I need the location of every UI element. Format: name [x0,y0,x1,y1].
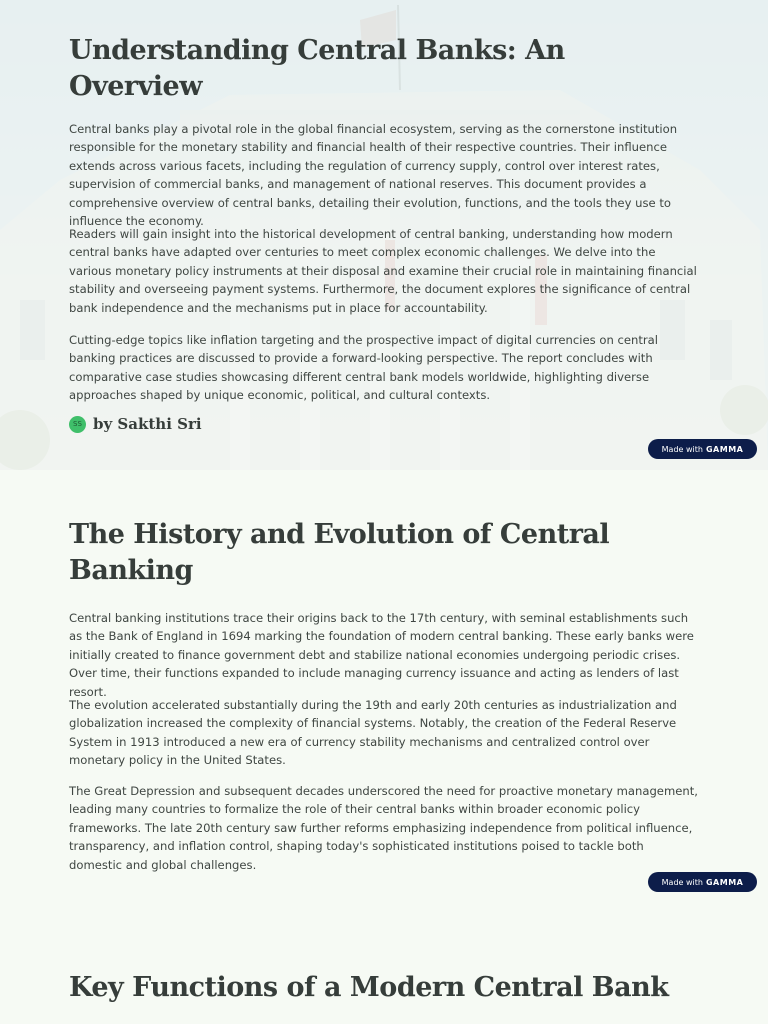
gamma-logo: GAMMA [705,877,744,887]
history-paragraph-1: Central banking institutions trace their origins back to the 17th century, with seminal establishments such as the Bank of England in 1694 marking the foundation of modern central banking. These early banks were initially created to finance government debt and stabilize national economies undergoing periodic crises. Over time, their functions expanded to include managing currency issuance and acting as lenders of last resort. [69,611,694,699]
functions-title: Key Functions of a Modern Central Bank [69,972,669,1003]
author-name: by Sakthi Sri [93,415,202,433]
badge-prefix: Made with [661,877,703,887]
avatar: SS [69,416,86,433]
intro-paragraph-2: Readers will gain insight into the historical development of central banking, understanding how modern central banks have adapted over centuries to meet complex economic challenges. We delve into the various monetary policy instruments at their disposal and examine their crucial role in maintaining financial stability and overseeing payment systems. Furthermore, the document explores the significance of central bank independence and the mechanisms put in place for accountability. [69,227,697,315]
cover-slide [0,0,768,470]
made-with-gamma-badge[interactable] [648,439,757,459]
history-title: The History and Evolution of Central Banking [69,519,610,586]
page-title: Understanding Central Banks: An Overview [69,35,565,102]
intro-paragraph-1: Central banks play a pivotal role in the global financial ecosystem, serving as the cornerstone institution responsible for the monetary stability and financial health of their respective countries. Their influence extends across various facets, including the regulation of currency supply, control over interest rates, supervision of commercial banks, and management of national reserves. This document provides a comprehensive overview of central banks, detailing their evolution, functions, and the tools they use to influence the economy. [69,122,678,229]
history-paragraph-2: The evolution accelerated substantially during the 19th and early 20th centuries as industrialization and globalization increased the complexity of financial systems. Notably, the creation of the Federal Reserve System in 1913 introduced a new era of currency stability mechanisms and centralized control over monetary policy in the United States. [69,698,677,768]
badge-prefix: Made with [661,444,703,454]
intro-paragraph-3: Cutting-edge topics like inflation targeting and the prospective impact of digital currencies on central banking practices are discussed to provide a forward-looking perspective. The report concludes with comparative case studies showcasing different central bank models worldwide, highlighting diverse approaches shaped by unique economic, political, and cultural contexts. [69,333,658,403]
made-with-gamma-badge-2[interactable] [648,872,757,892]
gamma-logo: GAMMA [705,444,744,454]
author-byline [69,415,202,433]
history-slide [0,470,768,1024]
history-paragraph-3: The Great Depression and subsequent decades underscored the need for proactive monetary management, leading many countries to formalize the role of their central banks within broader economic policy frameworks. The late 20th century saw further reforms emphasizing independence from political influence, transparency, and inflation control, shaping today's sophisticated institutions poised to tackle both domestic and global challenges. [69,784,698,872]
